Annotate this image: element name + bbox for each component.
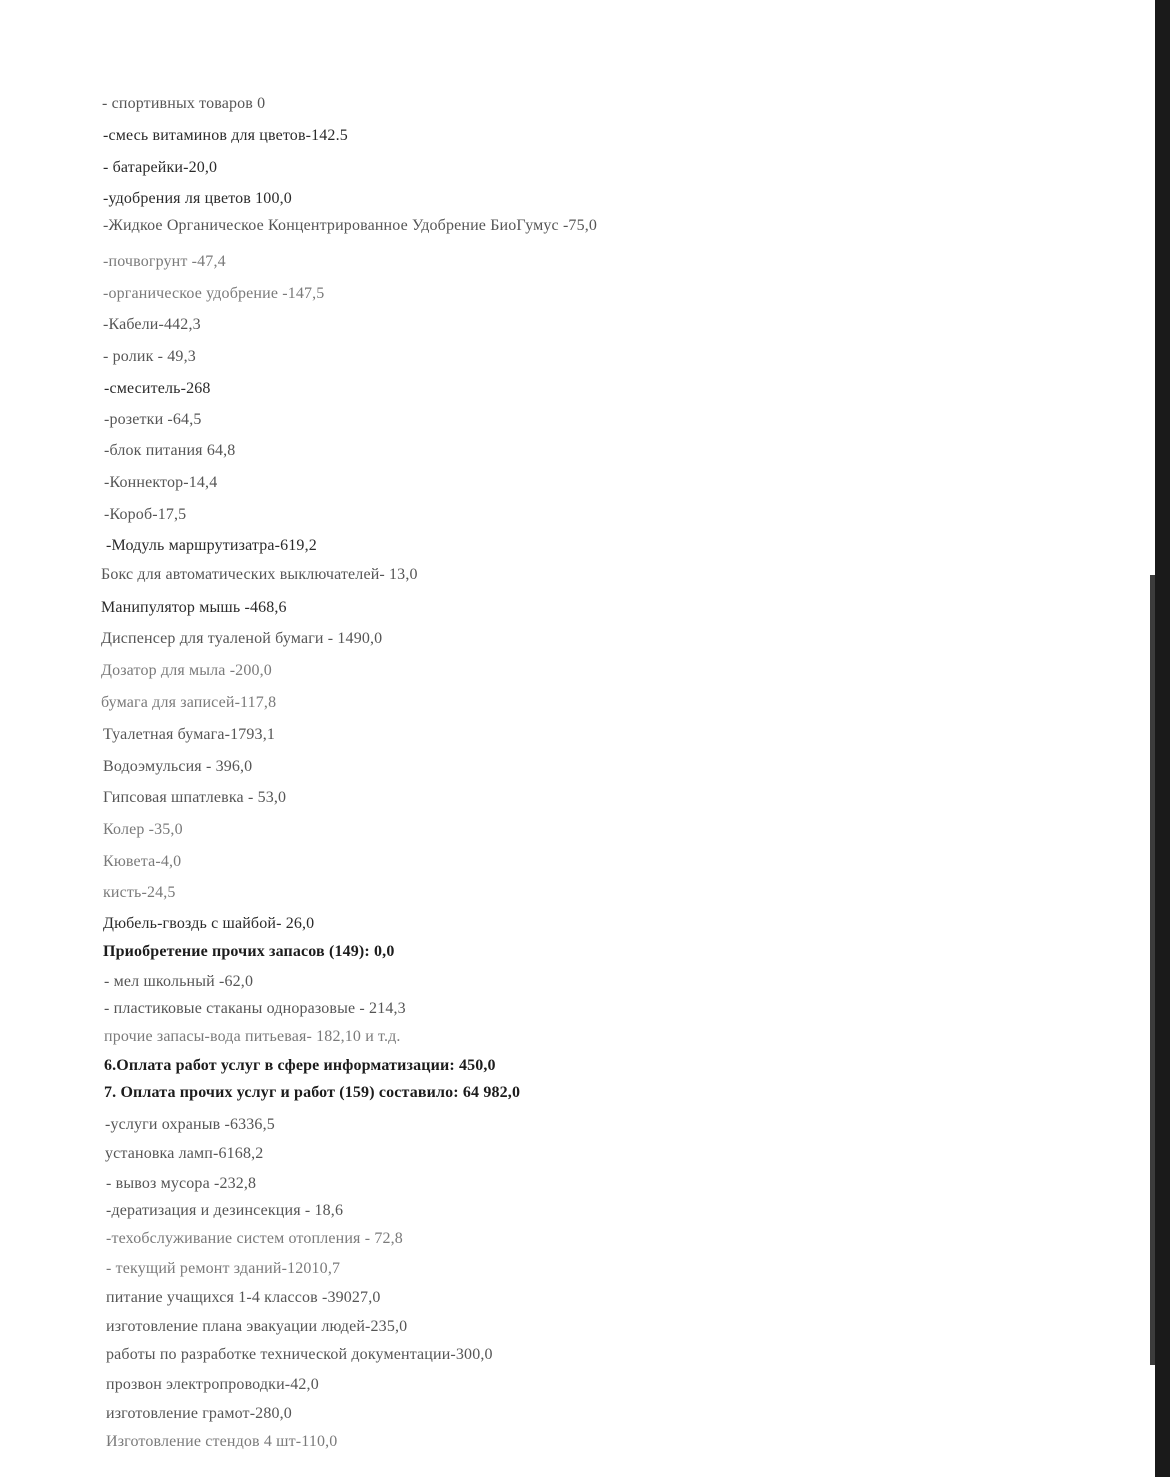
document-line: -смеситель-268 xyxy=(104,380,211,397)
document-line: -услуги охраныв -6336,5 xyxy=(105,1116,275,1133)
document-line: -смесь витаминов для цветов-142.5 xyxy=(103,127,348,144)
document-line: -удобрения ля цветов 100,0 xyxy=(103,190,292,207)
document-line: -Коннектор-14,4 xyxy=(104,474,218,491)
scan-border-shadow xyxy=(1150,575,1155,1365)
document-line: -почвогрунт -47,4 xyxy=(103,253,226,270)
document-line: -дератизация и дезинсекция - 18,6 xyxy=(106,1202,344,1219)
document-line: -техобслуживание систем отопления - 72,8 xyxy=(106,1230,403,1247)
document-line: - батарейки-20,0 xyxy=(103,159,218,176)
document-line: прочие запасы-вода питьевая- 182,10 и т.д. xyxy=(104,1028,401,1045)
document-line: -розетки -64,5 xyxy=(104,411,202,428)
document-line: прозвон электропроводки-42,0 xyxy=(106,1376,319,1393)
document-line: -Жидкое Органическое Концентрированное Удобрение БиоГумус -75,0 xyxy=(103,217,598,234)
document-line: -Модуль маршрутизатра-619,2 xyxy=(106,537,317,554)
document-line: Колер -35,0 xyxy=(103,821,183,838)
document-line: - текущий ремонт зданий-12010,7 xyxy=(106,1260,341,1277)
document-line: изготовление грамот-280,0 xyxy=(106,1405,292,1422)
document-line: Туалетная бумага-1793,1 xyxy=(103,726,275,743)
document-line: бумага для записей-117,8 xyxy=(101,694,277,711)
document-line: Кювета-4,0 xyxy=(103,853,182,870)
document-line: Манипулятор мышь -468,6 xyxy=(101,599,287,616)
section-heading-line: Приобретение прочих запасов (149): 0,0 xyxy=(103,943,395,960)
document-line: Бокс для автоматических выключателей- 13,0 xyxy=(101,566,418,583)
section-heading-line: 7. Оплата прочих услуг и работ (159) составило: 64 982,0 xyxy=(104,1084,521,1101)
document-line: работы по разработке технической документации-300,0 xyxy=(106,1346,493,1363)
document-line: Диспенсер для туаленой бумаги - 1490,0 xyxy=(101,630,383,647)
document-line: питание учащихся 1-4 классов -39027,0 xyxy=(106,1289,381,1306)
document-line: Гипсовая шпатлевка - 53,0 xyxy=(103,789,287,806)
document-line: - мел школьный -62,0 xyxy=(104,973,254,990)
section-heading-line: 6.Оплата работ услуг в сфере информатизации: 450,0 xyxy=(104,1057,496,1074)
document-line: установка ламп-6168,2 xyxy=(105,1145,264,1162)
document-line: Изготовление стендов 4 шт-110,0 xyxy=(106,1433,338,1450)
document-line: - спортивных товаров 0 xyxy=(102,95,266,112)
document-line: - пластиковые стаканы одноразовые - 214,3 xyxy=(104,1000,406,1017)
document-line: -блок питания 64,8 xyxy=(104,442,236,459)
document-line: -органическое удобрение -147,5 xyxy=(103,285,325,302)
document-line: Водоэмульсия - 396,0 xyxy=(103,758,253,775)
document-line: -Кабели-442,3 xyxy=(103,316,201,333)
document-line: -Короб-17,5 xyxy=(104,506,187,523)
scan-border xyxy=(1155,0,1170,1477)
document-line: изготовление плана эвакуации людей-235,0 xyxy=(106,1318,408,1335)
document-line: - ролик - 49,3 xyxy=(103,348,196,365)
document-line: - вывоз мусора -232,8 xyxy=(106,1175,257,1192)
document-line: Дюбель-гвоздь с шайбой- 26,0 xyxy=(103,915,315,932)
document-line: Дозатор для мыла -200,0 xyxy=(101,662,272,679)
document-line: кисть-24,5 xyxy=(103,884,176,901)
